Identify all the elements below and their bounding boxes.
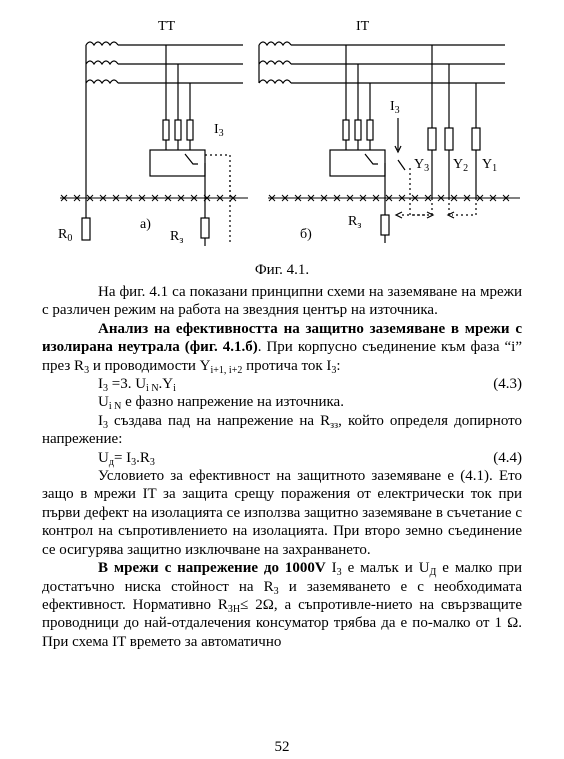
paragraph-2: Анализ на ефективността на защитно заземяване в мрежи с изолирана неутрала (фиг. 4.1.б). При корпусно съединение към фаза “i” през $R_3$ и проводимости $Y_{i+1, i+2}$ протича ток $I_3$: <box>42 320 522 376</box>
equation-4-4: $U_д= I_3.R_3$ (4.4) <box>98 449 522 468</box>
paragraph-3: $U_{i N}$ е фазно напрежение на източника. <box>98 394 344 413</box>
ground-line <box>60 195 520 201</box>
paragraph-6: В мрежи с напрежение до 1000V $I_3$ е малък и $U_Д$ е малко при достатъчно ниска стойност на $R_3$ и заземяването е с необходимата ефективност. Нормативно $R_{ЗН}\le 2\Omega$, а съпротивле-нието на свързващите проводници до най-отдалечения консуматор трябва да е по-малко от 1 Ω. При схема IT времето за автоматично <box>42 560 522 650</box>
body-text <box>42 283 522 651</box>
figure-caption: Фиг. 4.1. <box>254 262 310 278</box>
figure-4-1 <box>0 0 564 290</box>
label-tt: TT <box>158 19 176 34</box>
paragraph-1: На фиг. 4.1 са показани принципни схеми на заземяване на мрежи с различен режим на работа на звездния център на източника. <box>42 284 522 319</box>
it-diagram <box>259 42 505 243</box>
i3-label-b: $I_3$ <box>390 99 400 116</box>
equation-4-3: $I_3 =3$. $U_{i N}.Y_i$ (4.3) <box>98 376 522 395</box>
ro-label: $R_0$ <box>58 227 73 244</box>
paragraph-4: $I_3$ създава пад на напрежение на $R_{зз}$, който определя допирното напрежение: <box>42 412 522 448</box>
y2-label: $Y_2$ <box>453 157 469 174</box>
sub-a: а) <box>140 217 151 232</box>
label-it: IT <box>356 19 370 34</box>
i3-label-a: $I_3$ <box>214 122 224 139</box>
tt-diagram <box>82 42 243 246</box>
rz-label-b: $R_з$ <box>348 214 362 231</box>
y1-label: $Y_1$ <box>482 157 498 174</box>
equation-number: (4.3) <box>493 376 522 393</box>
sub-b: б) <box>300 227 312 242</box>
page-number: 52 <box>274 739 290 755</box>
paragraph-5: Условието за ефективност на защитното заземяване е (4.1). Ето защо в мрежи IT за защита срещу поражения от електрически ток при първи дефект на изолацията се използва защитно заземяване в съчетание с контрол на съпротивлението на изолацията. При второ земно съединение се осигурява защитно изключване на захранването. <box>42 468 522 558</box>
y3-label: $Y_3$ <box>414 157 430 174</box>
equation-number: (4.4) <box>493 449 522 466</box>
rz-label-a: $R_з$ <box>170 229 184 246</box>
